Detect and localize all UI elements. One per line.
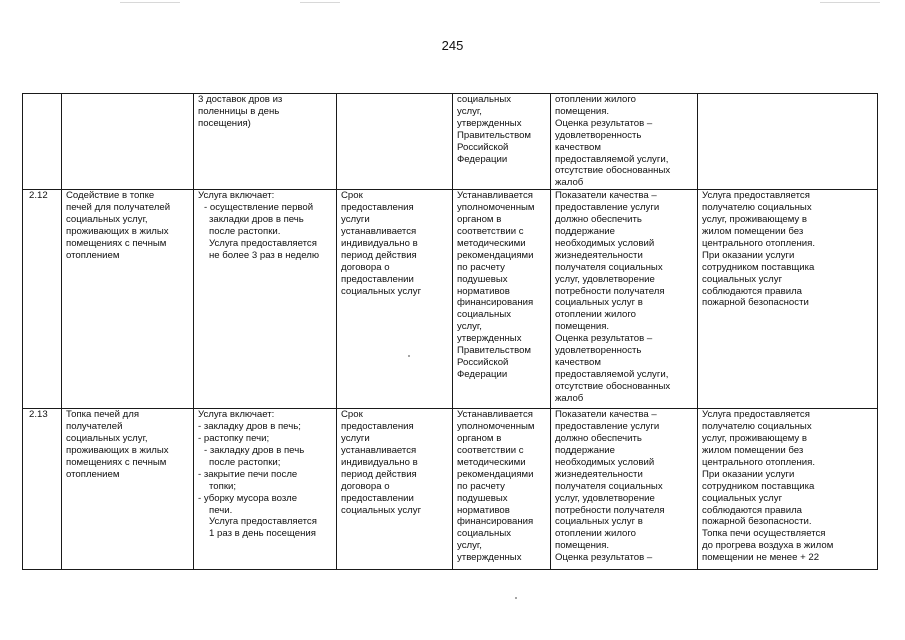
cell-text-line: помещения. <box>555 540 610 552</box>
cell-text-line: Услуга включает: <box>198 409 275 421</box>
cell-text-line: услуги <box>341 433 370 445</box>
cell-text-line: предоставления <box>341 421 414 433</box>
cell-text-line: Правительством <box>457 129 532 141</box>
cell-text-line: после растопки; <box>209 456 281 468</box>
cell-text-line: Показатели качества – <box>555 190 657 202</box>
cell-text-line: Содействие в топке <box>66 190 155 202</box>
cell-text-line: получателю социальных <box>702 421 812 433</box>
scan-speck <box>515 597 517 599</box>
cell-text-line: подушевых <box>457 492 508 504</box>
cell-text-line: отсутствие обоснованных <box>555 165 671 177</box>
cell-text-line: Показатели качества – <box>555 409 657 421</box>
cell-text-line: нормативов <box>457 285 510 297</box>
cell-text-line: услуг, удовлетворение <box>555 273 655 285</box>
cell-text-line: услуг, удовлетворение <box>555 492 655 504</box>
cell-text-line: социальных услуг <box>702 492 783 504</box>
cell-text-line: - уборку мусора возле <box>198 492 298 504</box>
cell-text-line: сотрудником поставщика <box>702 261 815 273</box>
cell-service-quality <box>551 409 698 570</box>
cell-service-name <box>62 94 194 190</box>
cell-text-line: Устанавливается <box>457 190 533 202</box>
cell-text-line: Оценка результатов – <box>555 333 653 345</box>
cell-text-line: Оценка результатов – <box>555 552 653 564</box>
cell-text-line: нормативов <box>457 504 510 516</box>
cell-text-line: отоплением <box>66 249 120 261</box>
cell-text-line: соблюдаются правила <box>702 504 803 516</box>
cell-text-line: уполномоченным <box>457 202 535 214</box>
cell-service-name <box>62 190 194 409</box>
cell-text-line: Услуга включает: <box>198 190 275 202</box>
cell-text-line: закладки дров в печь <box>209 214 304 226</box>
cell-text-line: качеством <box>555 356 601 368</box>
cell-text-line: социальных услуг в <box>555 297 643 309</box>
cell-service-content <box>194 190 337 409</box>
cell-text-line: получателя социальных <box>555 261 663 273</box>
cell-text-line: индивидуально в <box>341 237 418 249</box>
cell-text-line: - закрытие печи после <box>198 468 298 480</box>
cell-text-line: социальных услуг в <box>555 516 643 528</box>
cell-text-line: Устанавливается <box>457 409 533 421</box>
cell-text-line: проживающих в жилых <box>66 225 169 237</box>
cell-text-line: потребности получателя <box>555 285 665 297</box>
cell-text-line: топки; <box>209 480 237 492</box>
cell-text-line: индивидуально в <box>341 456 418 468</box>
cell-text-line: устанавливается <box>341 444 417 456</box>
cell-text-line: рекомендациями <box>457 468 534 480</box>
cell-text-line: подушевых <box>457 273 508 285</box>
table-row-2-13 <box>23 409 878 570</box>
cell-text-line: печи. <box>209 504 233 516</box>
scan-artifact-line <box>300 2 340 3</box>
cell-text-line: методическими <box>457 237 526 249</box>
cell-text-line: получателей <box>66 421 123 433</box>
cell-text-line: Услуга предоставляется <box>702 190 810 202</box>
cell-text-line: поддержание <box>555 444 615 456</box>
cell-text-line: социальных услуг, <box>66 433 148 445</box>
cell-text-line: после растопки. <box>209 225 281 237</box>
cell-text-line: потребности получателя <box>555 504 665 516</box>
cell-text-line: жалоб <box>555 392 584 404</box>
cell-text-line: не более 3 раз в неделю <box>209 249 320 261</box>
cell-text-line: получателя социальных <box>555 480 663 492</box>
table-row-2-12 <box>23 190 878 409</box>
cell-text-line: предоставлении <box>341 273 414 285</box>
cell-text-line: Федерации <box>457 368 508 380</box>
cell-service-content <box>194 409 337 570</box>
cell-text-line: Федерации <box>457 153 508 165</box>
cell-text-line: помещения. <box>555 105 610 117</box>
cell-service-conditions <box>698 94 878 190</box>
cell-service-payment <box>453 94 551 190</box>
cell-text-line: жалоб <box>555 177 584 189</box>
cell-text-line: Российской <box>457 356 509 368</box>
cell-text-line: социальных <box>457 528 512 540</box>
cell-text-line: услуг, проживающему в <box>702 214 807 226</box>
cell-text-line: соблюдаются правила <box>702 285 803 297</box>
cell-text-line: устанавливается <box>341 225 417 237</box>
cell-text-line: договора о <box>341 480 390 492</box>
cell-text-line: услуги <box>341 214 370 226</box>
cell-text-line: - закладку дров в печь <box>204 444 305 456</box>
cell-text-line: социальных <box>457 309 512 321</box>
cell-text-line: предоставления <box>341 202 414 214</box>
cell-text-line: необходимых условий <box>555 456 655 468</box>
cell-text-line: предоставление услуги <box>555 421 660 433</box>
cell-text-line: по расчету <box>457 480 505 492</box>
cell-text-line: отоплением <box>66 468 120 480</box>
cell-text-line: удовлетворенность <box>555 345 642 357</box>
cell-text-line: печей для получателей <box>66 202 171 214</box>
cell-text-line: услуг, <box>457 321 482 333</box>
cell-text-line: утвержденных <box>457 117 522 129</box>
cell-text-line: рекомендациями <box>457 249 534 261</box>
cell-text-line: по расчету <box>457 261 505 273</box>
cell-text-line: Услуга предоставляется <box>209 237 317 249</box>
cell-number: 2.13 <box>23 409 62 570</box>
cell-text-line: социальных услуг, <box>66 214 148 226</box>
cell-text-line: качеством <box>555 141 601 153</box>
cell-text-line: посещения) <box>198 117 251 129</box>
cell-number <box>23 94 62 190</box>
cell-text-line: услуг, <box>457 105 482 117</box>
cell-text-line: Топка печи осуществляется <box>702 528 826 540</box>
cell-text-line: методическими <box>457 456 526 468</box>
cell-text-line: - закладку дров в печь; <box>198 421 301 433</box>
cell-text-line: финансирования <box>457 297 534 309</box>
cell-text-line: отоплении жилого <box>555 528 636 540</box>
scan-artifact-line <box>820 2 880 3</box>
cell-text-line: социальных услуг <box>341 285 422 297</box>
cell-service-payment <box>453 190 551 409</box>
cell-service-content <box>194 94 337 190</box>
cell-service-conditions <box>698 190 878 409</box>
cell-text-line: Оценка результатов – <box>555 117 653 129</box>
cell-text-line: 1 раз в день посещения <box>209 528 316 540</box>
cell-text-line: центрального отопления. <box>702 237 815 249</box>
cell-text-line: отсутствие обоснованных <box>555 380 671 392</box>
cell-service-quality <box>551 94 698 190</box>
cell-text-line: - растопку печи; <box>198 433 270 445</box>
cell-text-line: органом в <box>457 214 502 226</box>
cell-text-line: Услуга предоставляется <box>209 516 317 528</box>
cell-text-line: удовлетворенность <box>555 129 642 141</box>
cell-text-line: помещения. <box>555 321 610 333</box>
cell-text-line: предоставляемой услуги, <box>555 153 669 165</box>
cell-text-line: должно обеспечить <box>555 214 642 226</box>
cell-text-line: услуг, <box>457 540 482 552</box>
cell-text-line: отоплении жилого <box>555 94 636 105</box>
cell-text-line: поддержание <box>555 225 615 237</box>
cell-text-line: финансирования <box>457 516 534 528</box>
cell-text-line: жизнедеятельности <box>555 249 643 261</box>
cell-text-line: период действия <box>341 468 417 480</box>
cell-text-line: жилом помещении без <box>702 444 804 456</box>
scan-artifact-line <box>120 2 180 3</box>
cell-text-line: - осуществление первой <box>204 202 314 214</box>
cell-text-line: утвержденных <box>457 552 522 564</box>
cell-text-line: пожарной безопасности <box>702 297 809 309</box>
cell-text-line: Правительством <box>457 345 532 357</box>
cell-text-line: период действия <box>341 249 417 261</box>
page-number: 245 <box>441 38 464 53</box>
cell-text-line: Срок <box>341 190 363 202</box>
cell-text-line: предоставление услуги <box>555 202 660 214</box>
cell-text-line: центрального отопления. <box>702 456 815 468</box>
cell-text-line: социальных <box>457 94 512 105</box>
services-table <box>22 93 878 570</box>
cell-service-payment <box>453 409 551 570</box>
table-row-continuation <box>23 94 878 190</box>
cell-service-name <box>62 409 194 570</box>
cell-text-line: проживающих в жилых <box>66 444 169 456</box>
cell-text-line: Российской <box>457 141 509 153</box>
scan-speck <box>408 355 410 357</box>
cell-text-line: уполномоченным <box>457 421 535 433</box>
cell-text-line: услуг, проживающему в <box>702 433 807 445</box>
cell-text-line: помещении не менее + 22 <box>702 552 820 564</box>
cell-text-line: социальных услуг <box>702 273 783 285</box>
cell-text-line: Топка печей для <box>66 409 140 421</box>
cell-text-line: поленницы в день <box>198 105 280 117</box>
cell-text-line: соответствии с <box>457 225 524 237</box>
cell-text-line: отоплении жилого <box>555 309 636 321</box>
cell-service-term <box>337 190 453 409</box>
cell-text-line: помещениях с печным <box>66 456 167 468</box>
cell-text-line: Услуга предоставляется <box>702 409 810 421</box>
cell-text-line: социальных услуг <box>341 504 422 516</box>
cell-text-line: 3 доставок дров из <box>198 94 283 105</box>
cell-text-line: необходимых условий <box>555 237 655 249</box>
cell-text-line: При оказании услуги <box>702 249 795 261</box>
cell-service-term <box>337 94 453 190</box>
cell-text-line: предоставляемой услуги, <box>555 368 669 380</box>
cell-text-line: до прогрева воздуха в жилом <box>702 540 834 552</box>
cell-text-line: жилом помещении без <box>702 225 804 237</box>
cell-service-conditions <box>698 409 878 570</box>
cell-text-line: сотрудником поставщика <box>702 480 815 492</box>
cell-text-line: договора о <box>341 261 390 273</box>
cell-number: 2.12 <box>23 190 62 409</box>
cell-text-line: органом в <box>457 433 502 445</box>
cell-text-line: получателю социальных <box>702 202 812 214</box>
cell-text-line: помещениях с печным <box>66 237 167 249</box>
cell-text-line: утвержденных <box>457 333 522 345</box>
cell-text-line: При оказании услуги <box>702 468 795 480</box>
cell-text-line: соответствии с <box>457 444 524 456</box>
cell-text-line: Срок <box>341 409 363 421</box>
cell-text-line: пожарной безопасности. <box>702 516 812 528</box>
cell-text-line: жизнедеятельности <box>555 468 643 480</box>
cell-text-line: предоставлении <box>341 492 414 504</box>
cell-service-quality <box>551 190 698 409</box>
cell-text-line: должно обеспечить <box>555 433 642 445</box>
cell-service-term <box>337 409 453 570</box>
